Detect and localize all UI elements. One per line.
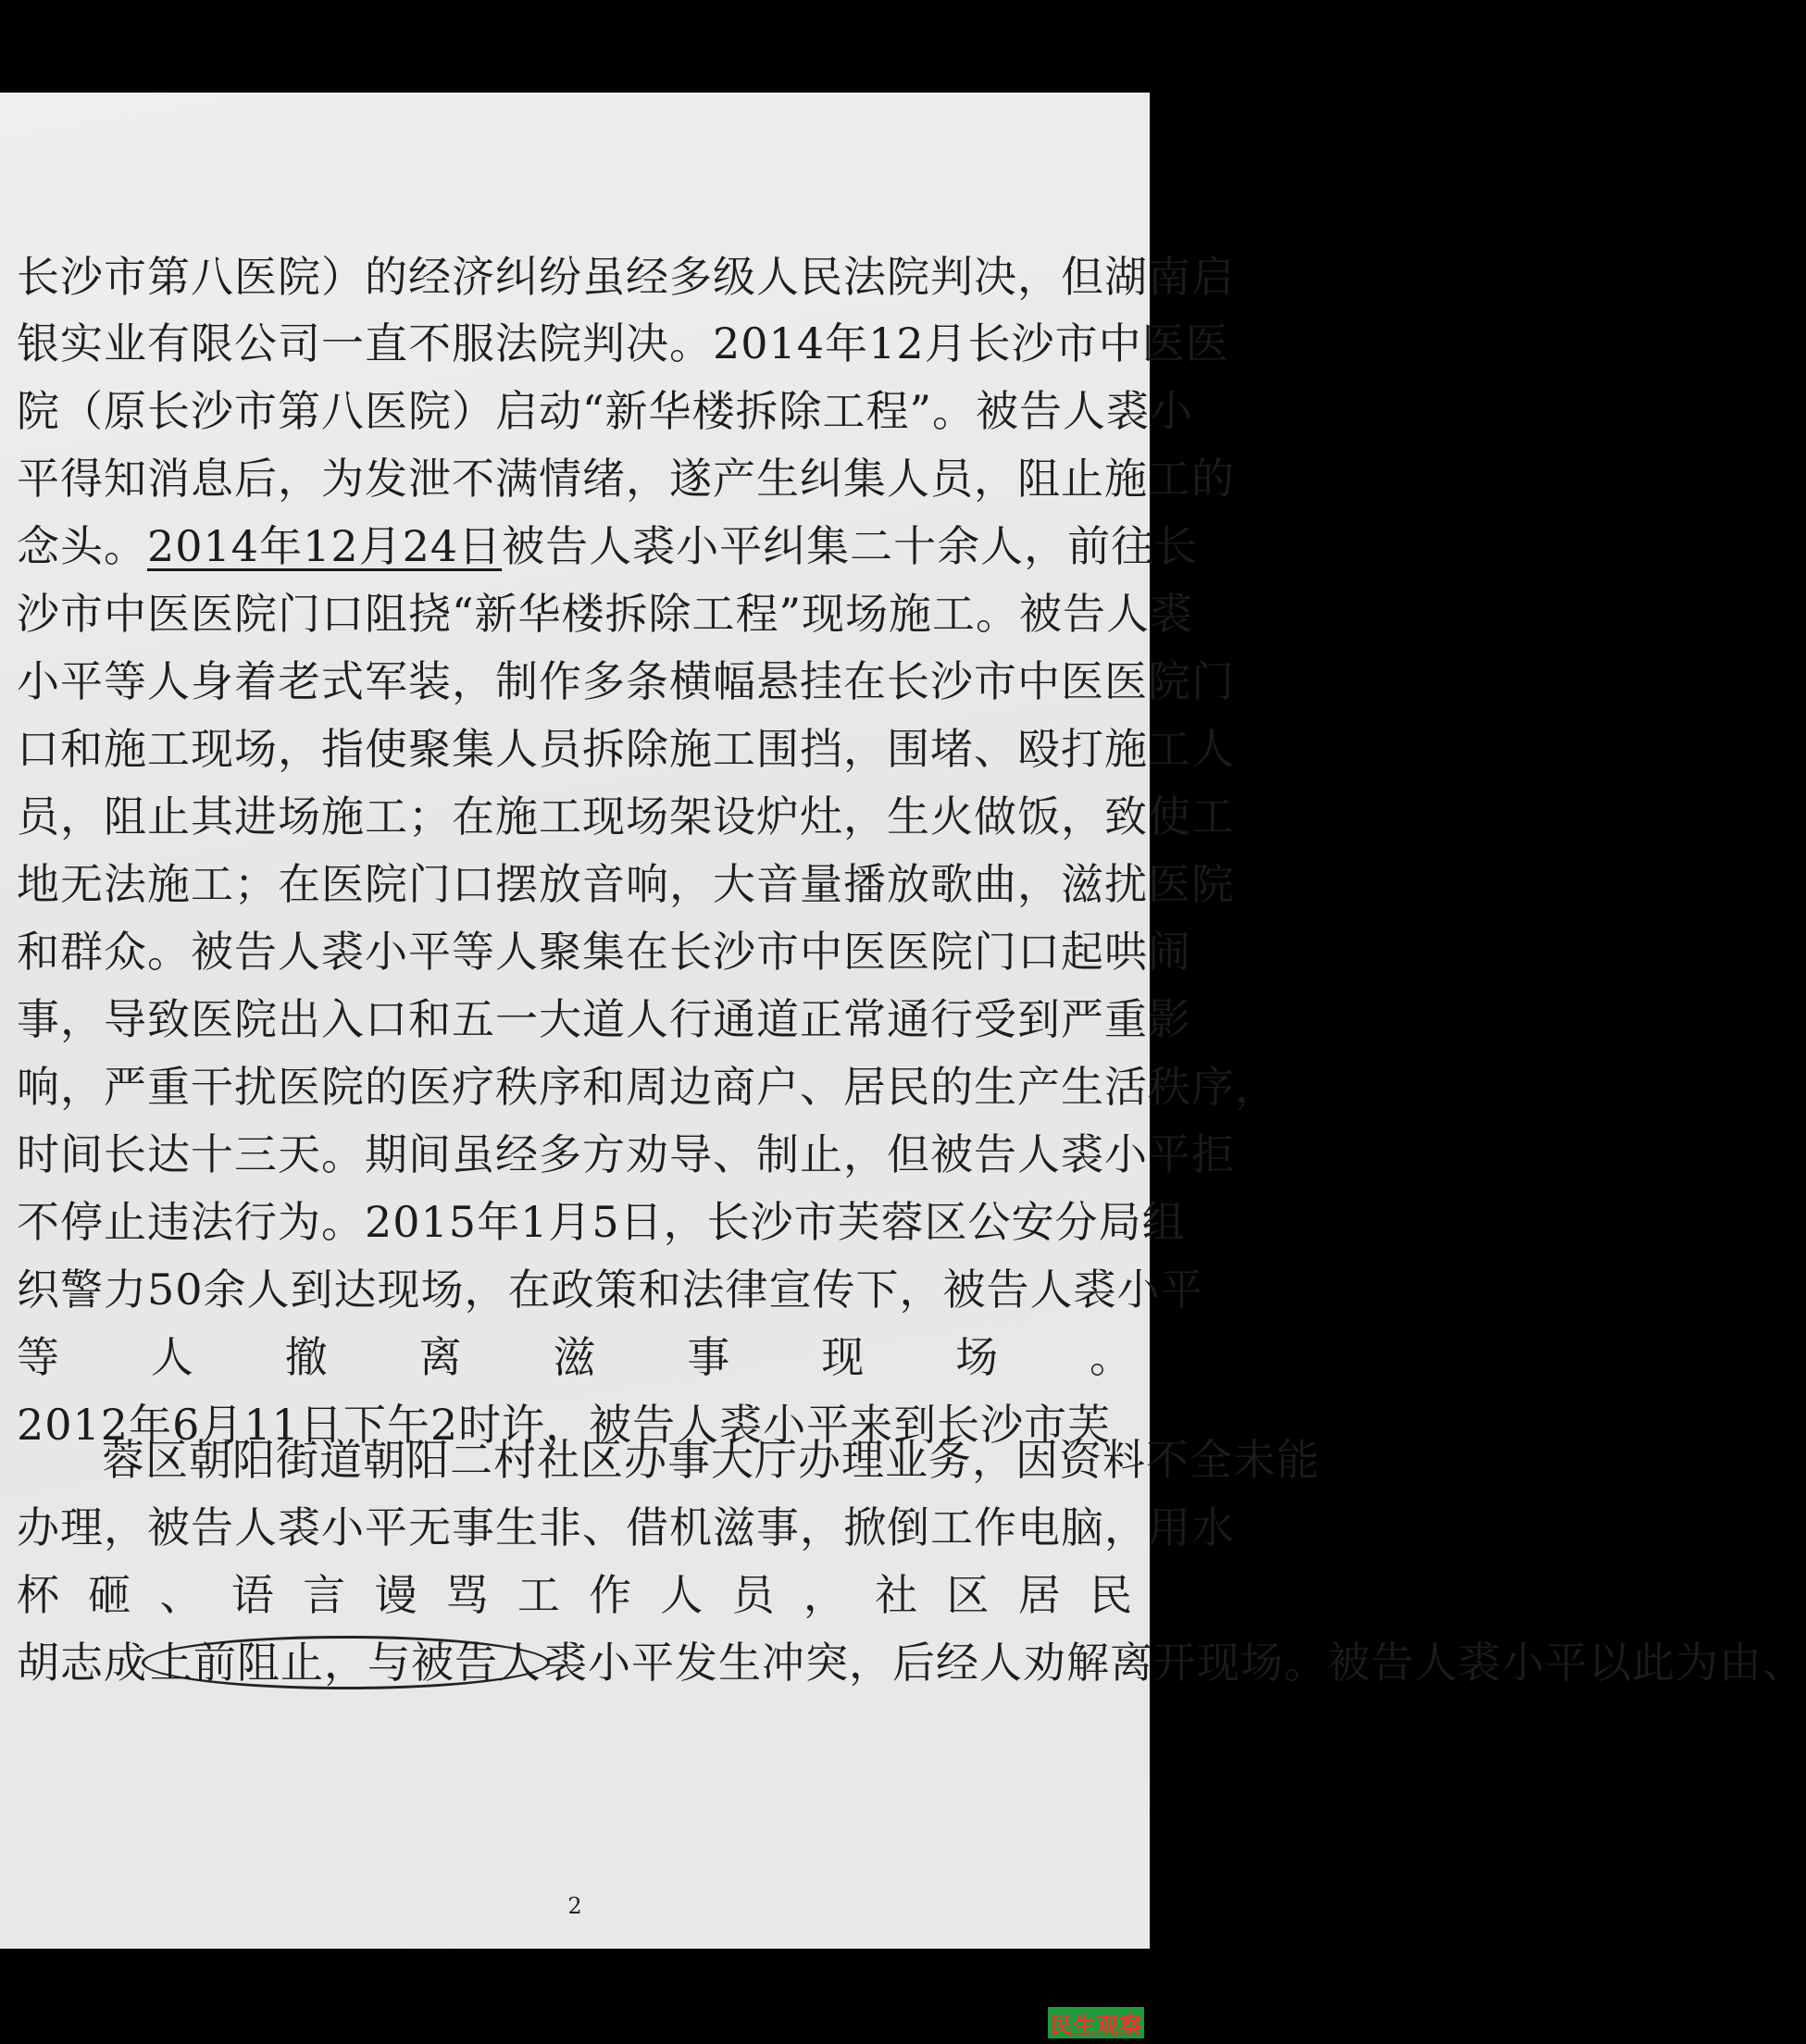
- text-segment: 裘小平发生冲突，后经人劝解离开现场。被告人裘小平以此为由、: [544, 1638, 1806, 1688]
- text-line: [17, 1636, 1806, 1689]
- text-line: 小平等人身着老式军装，制作多条横幅悬挂在长沙市中医医院门: [17, 656, 1235, 706]
- text-line: [17, 519, 1199, 573]
- text-line: 时间长达十三天。期间虽经多方劝导、制止，但被告人裘小平拒: [17, 1129, 1235, 1179]
- text-line: 不停止违法行为。2015年1月5日，长沙市芙蓉区公安分局组: [17, 1197, 1186, 1247]
- text-line: 蓉区朝阳街道朝阳二村社区办事大厅办理业务，因资料不全未能: [102, 1435, 1320, 1485]
- text-line: 等人撤离滋事现场。: [17, 1332, 1133, 1382]
- document-page: [0, 93, 1806, 1949]
- text-line: 沙市中医医院门口阻挠“新华楼拆除工程”现场施工。被告人裘: [17, 589, 1194, 639]
- text-line: 和群众。被告人裘小平等人聚集在长沙市中医医院门口起哄闹: [17, 927, 1191, 977]
- text-line: 事，导致医院出入口和五一大道人行通道正常通行受到严重影: [17, 994, 1191, 1044]
- text-line: 院（原长沙市第八医院）启动“新华楼拆除工程”。被告人裘小: [17, 386, 1194, 436]
- text-line: 员，阻止其进场施工；在施工现场架设炉灶，生火做饭，致使工: [17, 791, 1235, 841]
- text-segment: 被告人裘小平纠集二十余人，前往长: [502, 521, 1199, 571]
- circled-name: 上前阻止，与被告人: [142, 1636, 550, 1689]
- text-line: 织警力50余人到达现场，在政策和法律宣传下，被告人裘小平: [17, 1265, 1204, 1315]
- text-line: 办理，被告人裘小平无事生非、借机滋事，掀倒工作电脑，用水: [17, 1502, 1235, 1552]
- text-line: 杯砸、语言谩骂工作人员，社区居民: [17, 1570, 1133, 1620]
- text-line: 口和施工现场，指使聚集人员拆除施工围挡，围堵、殴打施工人: [17, 724, 1235, 774]
- text-line: 响，严重干扰医院的医疗秩序和周边商户、居民的生产生活秩序，: [17, 1062, 1278, 1112]
- text-line: 2012年6月11日下午2时许，被告人裘小平来到长沙市芙: [17, 1400, 1112, 1450]
- watermark-logo: 民生观察: [1048, 2007, 1144, 2038]
- text-line: 平得知消息后，为发泄不满情绪，遂产生纠集人员，阻止施工的: [17, 454, 1235, 504]
- text-line: 长沙市第八医院）的经济纠纷虽经多级人民法院判决，但湖南启: [17, 252, 1235, 302]
- underlined-date: 2014年12月24日: [147, 521, 503, 571]
- text-segment: 胡志成: [17, 1638, 147, 1688]
- text-segment: 念头。: [17, 521, 147, 571]
- text-line: 银实业有限公司一直不服法院判决。2014年12月长沙市中医医: [17, 318, 1229, 368]
- text-line: 地无法施工；在医院门口摆放音响，大音量播放歌曲，滋扰医院: [17, 859, 1235, 909]
- page-number: 2: [567, 1893, 582, 1919]
